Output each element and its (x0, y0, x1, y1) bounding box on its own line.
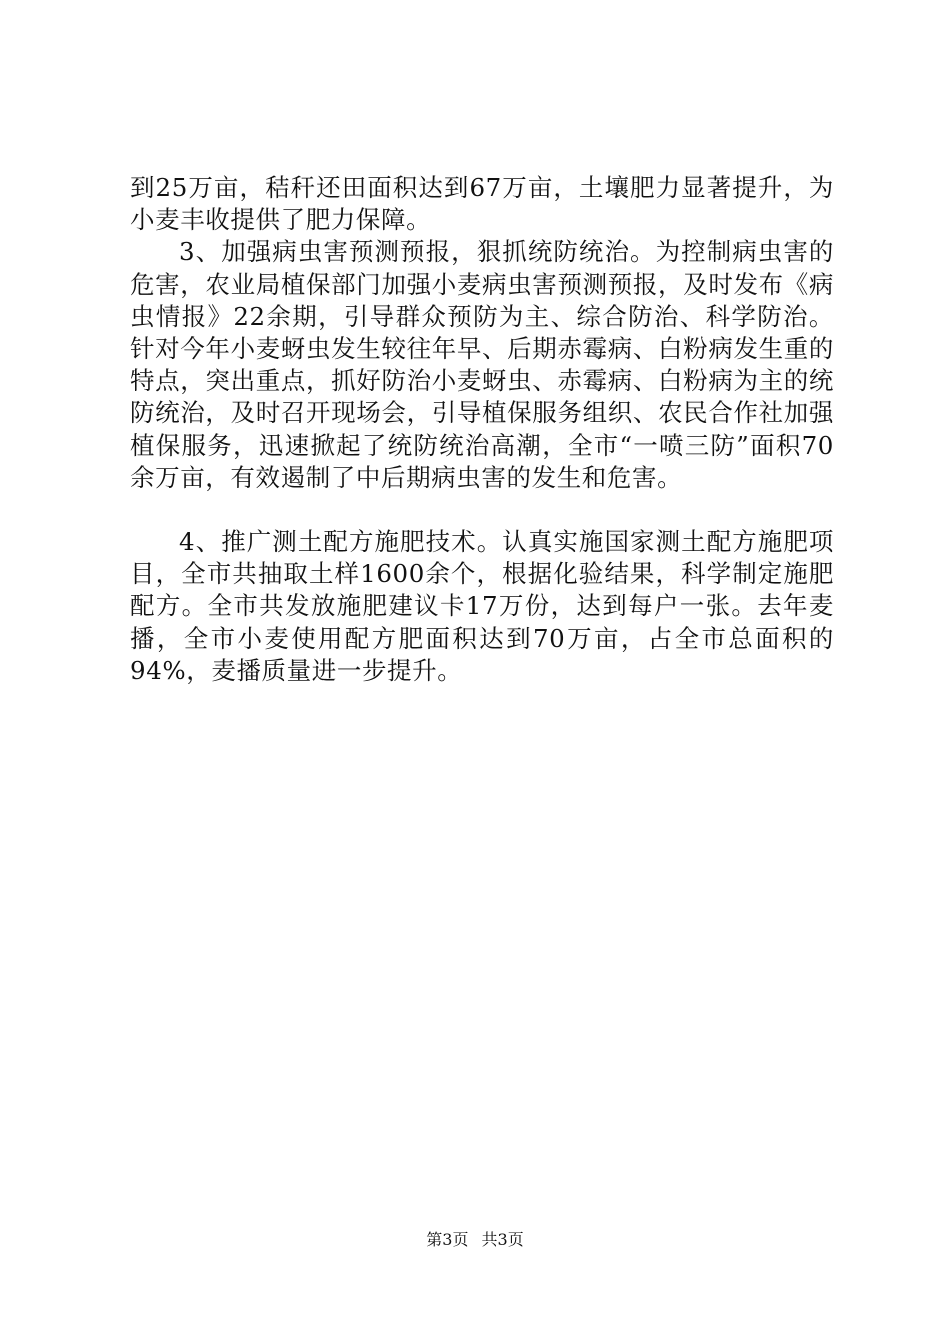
paragraph-soil-testing-fertilization: 4、推广测土配方施肥技术。认真实施国家测土配方施肥项目，全市共抽取土样1600余个，根据化验结果，科学制定施肥配方。全市共发放施肥建议卡17万份，达到每户一张。去年麦播，全市小麦使用配方肥面积达到70万亩，占全市总面积的94%，麦播质量进一步提升。 (130, 527, 834, 685)
page-number-current: 第3页 (426, 1230, 469, 1249)
paragraph-straw-return-continuation: 到25万亩，秸秆还田面积达到67万亩，土壤肥力显著提升，为小麦丰收提供了肥力保障。 (130, 173, 834, 235)
page-number-total: 共3页 (481, 1230, 524, 1249)
page-footer (0, 1230, 950, 1250)
paragraph-pest-forecast-control: 3、加强病虫害预测预报，狠抓统防统治。为控制病虫害的危害，农业局植保部门加强小麦病虫害预测预报，及时发布《病虫情报》22余期，引导群众预防为主、综合防治、科学防治。针对今年小麦蚜虫发生较往年早、后期赤霉病、白粉病发生重的特点，突出重点，抓好防治小麦蚜虫、赤霉病、白粉病为主的统防统治，及时召开现场会，引导植保服务组织、农民合作社加强植保服务，迅速掀起了统防统治高潮，全市“一喷三防”面积70余万亩，有效遏制了中后期病虫害的发生和危害。 (130, 237, 834, 492)
document-body (130, 172, 834, 687)
